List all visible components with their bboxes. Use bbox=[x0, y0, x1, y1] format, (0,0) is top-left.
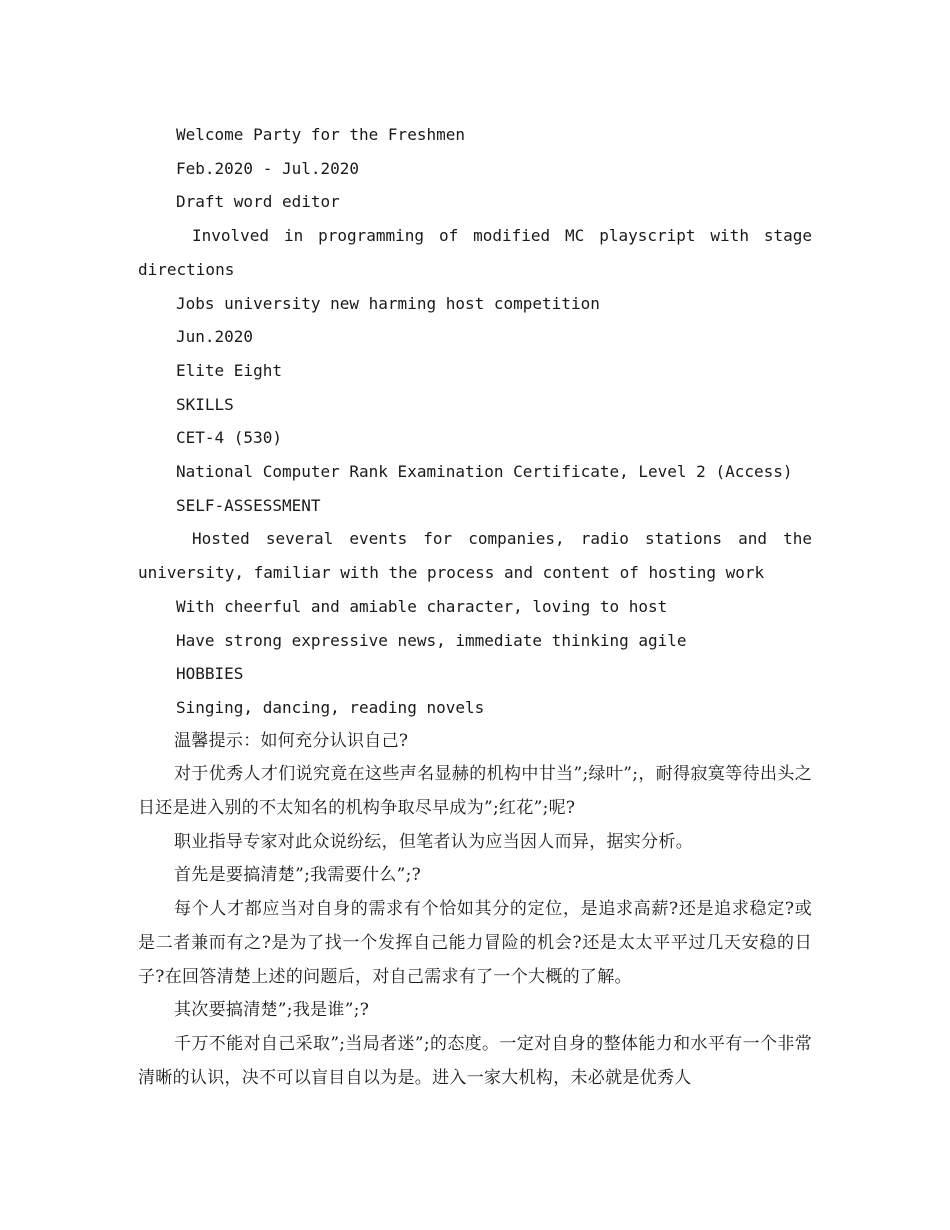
paragraph-competition-date: Jun.2020 bbox=[176, 327, 254, 347]
paragraph-event-title: Welcome Party for the Freshmen bbox=[176, 125, 465, 144]
section-heading-self-assessment: SELF-ASSESSMENT bbox=[176, 495, 321, 515]
section-heading-skills: SKILLS bbox=[176, 394, 234, 414]
paragraph-tip-heading: 温馨提示：如何充分认识自己? bbox=[174, 730, 409, 751]
paragraph-tip-expert-opinion: 职业指导专家对此众说纷纭，但笔者认为应当因人而异，据实分析。 bbox=[174, 831, 693, 852]
paragraph-event-role: Draft word editor bbox=[176, 192, 340, 212]
paragraph-event-description: Involved in programming of modified MC playscript with stage directions bbox=[138, 226, 812, 279]
paragraph-tip-second-point: 其次要搞清楚”;我是谁”;? bbox=[174, 1000, 370, 1021]
paragraph-skill-computer-rank: National Computer Rank Examination Certificate, Level 2 (Access) bbox=[176, 462, 793, 482]
paragraph-competition-result: Elite Eight bbox=[176, 360, 282, 380]
section-heading-hobbies: HOBBIES bbox=[176, 664, 244, 684]
paragraph-tip-first-detail: 每个人才都应当对自身的需求有个恰如其分的定位，是追求高薪?还是追求稳定?或是二者兼而有之?是为了找一个发挥自己能力冒险的机会?还是太太平平过几天安稳的日子?在回答清楚上述的问题后，对自己需求有了一个大概的了解。 bbox=[138, 899, 812, 987]
document-body bbox=[138, 118, 812, 1095]
paragraph-assessment-expression: Have strong expressive news, immediate thinking agile bbox=[176, 630, 687, 650]
paragraph-assessment-character: With cheerful and amiable character, loving to host bbox=[176, 596, 668, 616]
paragraph-competition-title: Jobs university new harming host competition bbox=[176, 293, 600, 313]
paragraph-hobbies-list: Singing, dancing, reading novels bbox=[176, 697, 485, 717]
paragraph-event-dates: Feb.2020 - Jul.2020 bbox=[176, 158, 360, 178]
paragraph-tip-first-point: 首先是要搞清楚”;我需要什么”;? bbox=[174, 865, 422, 886]
paragraph-tip-second-detail: 千万不能对自己采取”;当局者迷”;的态度。一定对自身的整体能力和水平有一个非常清晰的认识，决不可以盲目自以为是。进入一家大机构，未必就是优秀人 bbox=[138, 1033, 812, 1088]
paragraph-tip-question: 对于优秀人才们说究竟在这些声名显赫的机构中甘当”;绿叶”;，耐得寂寞等待出头之日还是进入别的不太知名的机构争取尽早成为”;红花”;呢? bbox=[138, 764, 812, 819]
paragraph-assessment-hosting: Hosted several events for companies, radio stations and the university, familiar with the process and content of hosting work bbox=[138, 529, 812, 583]
paragraph-skill-cet4: CET-4 (530) bbox=[176, 428, 282, 448]
